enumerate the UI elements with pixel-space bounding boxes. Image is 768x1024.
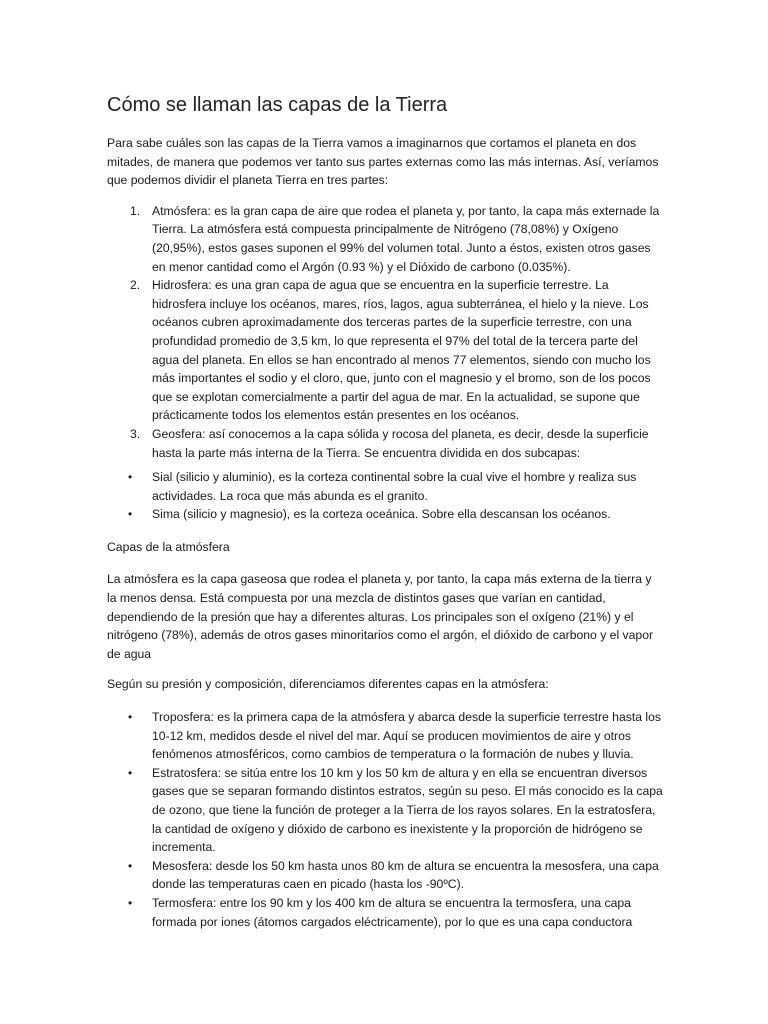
bullet-icon: • — [128, 470, 133, 485]
list-item-text: Estratosfera: se sitúa entre los 10 km y los 50 km de altura y en ella se encuentran diversos gases que se separan formando distintos estratos, según su peso. El más conocido es la capa de ozono, que tiene la función de proteger a la Tierra de los rayos solares. En la estratosfera, la cantidad de oxígeno y dióxido de carbono es inexistente y la proporción de hidrógeno se incrementa. — [152, 765, 663, 855]
list-item-text: Sima (silicio y magnesio), es la corteza oceánica. Sobre ella descansan los océanos. — [152, 507, 611, 522]
list-number: 2. — [130, 278, 141, 293]
list-number: 1. — [130, 203, 141, 218]
geosphere-subcapas-list — [107, 468, 663, 524]
bullet-icon: • — [128, 507, 133, 522]
list-item — [107, 857, 663, 894]
atmosphere-paragraph: La atmósfera es la capa gaseosa que rodea el planeta y, por tanto, la capa más externa de la tierra y la menos densa. Está compuesta por una mezcla de distintos gases que varían en cantidad, dependiendo de la presión que hay a diferentes alturas. Los principales son el oxígeno (21%) y el nitrógeno (78%), además de otros gases minoritarios como el argón, el dióxido de carbono y el vapor de agua — [107, 572, 654, 661]
list-item-text: Sial (silicio y aluminio), es la corteza continental sobre la cual vive el hombre y realiza sus actividades. La roca que más abunda es el granito. — [152, 470, 637, 503]
list-item-text: Geosfera: así conocemos a la capa sólida y rocosa del planeta, es decir, desde la superficie hasta la parte más interna de la Tierra. Se encuentra dividida en dos subcapas: — [152, 426, 649, 460]
list-item — [107, 425, 663, 462]
list-item-text: Atmósfera: es la gran capa de aire que rodea el planeta y, por tanto, la capa más externade la Tierra. La atmósfera está compuesta principalmente de Nitrógeno (78,08%) y Oxígeno (20,95%), estos gases suponen el 99% del volumen total. Junto a éstos, existen otros gases en menor cantidad como el Argón (0.93 %) y el Dióxido de carbono (0.035%). — [152, 203, 660, 274]
list-item — [107, 276, 663, 425]
list-item-text: Mesosfera: desde los 50 km hasta unos 80 km de altura se encuentra la mesosfera, una capa donde las temperaturas caen en picado (hasta los -90ºC). — [152, 858, 659, 892]
list-item — [107, 894, 663, 931]
list-number: 3. — [130, 426, 141, 441]
bullet-icon: • — [128, 765, 133, 780]
atmosphere-layers-list — [107, 708, 663, 931]
earth-parts-list — [107, 202, 663, 462]
document-content — [107, 92, 663, 931]
bullet-icon: • — [128, 858, 133, 873]
bullet-icon: • — [128, 710, 133, 725]
list-item — [107, 764, 663, 857]
list-item — [107, 468, 663, 505]
list-item-text: Troposfera: es la primera capa de la atmósfera y abarca desde la superficie terrestre hasta los 10-12 km, medidos desde el nivel del mar. Aquí se producen movimientos de aire y otros fenómenos atmosféricos, como cambios de temperatura o la formación de nubes y lluvia. — [152, 710, 661, 762]
list-item — [107, 505, 663, 524]
page-title: Cómo se llaman las capas de la Tierra — [107, 94, 448, 116]
list-item-text: Hidrosfera: es una gran capa de agua que se encuentra en la superficie terrestre. La hidrosfera incluye los océanos, mares, ríos, lagos, agua subterránea, el hielo y la nieve. Los océanos cubren aproximadamente dos terceras partes de la superficie terrestre, con una profundidad promedio de 3,5 km, lo que representa el 97% del total de la tercera parte del agua del planeta. En ellos se han encontrado al menos 77 elementos, siendo con mucho los más importantes el sodio y el cloro, que, junto con el magnesio y el bromo, son de los pocos que se explotan comercialmente a partir del agua de mar. En la actualidad, se supone que prácticamente todos los elementos están presentes en los océanos. — [152, 278, 651, 423]
intro-paragraph: Para sabe cuáles son las capas de la Tierra vamos a imaginarnos que cortamos el planeta en dos mitades, de manera que podemos ver tanto sus partes externas como las más internas. Así, veríamos que podemos dividir el planeta Tierra en tres partes: — [107, 136, 659, 188]
layers-intro-paragraph: Según su presión y composición, diferenciamos diferentes capas en la atmósfera: — [107, 677, 549, 692]
bullet-icon: • — [128, 895, 133, 910]
section-heading: Capas de la atmósfera — [107, 539, 230, 554]
list-item-text: Termosfera: entre los 90 km y los 400 km de altura se encuentra la termosfera, una capa formada por iones (átomos cargados eléctricamente), por lo que es una capa conductora — [152, 895, 633, 929]
list-item — [107, 708, 663, 764]
list-item — [107, 202, 663, 276]
